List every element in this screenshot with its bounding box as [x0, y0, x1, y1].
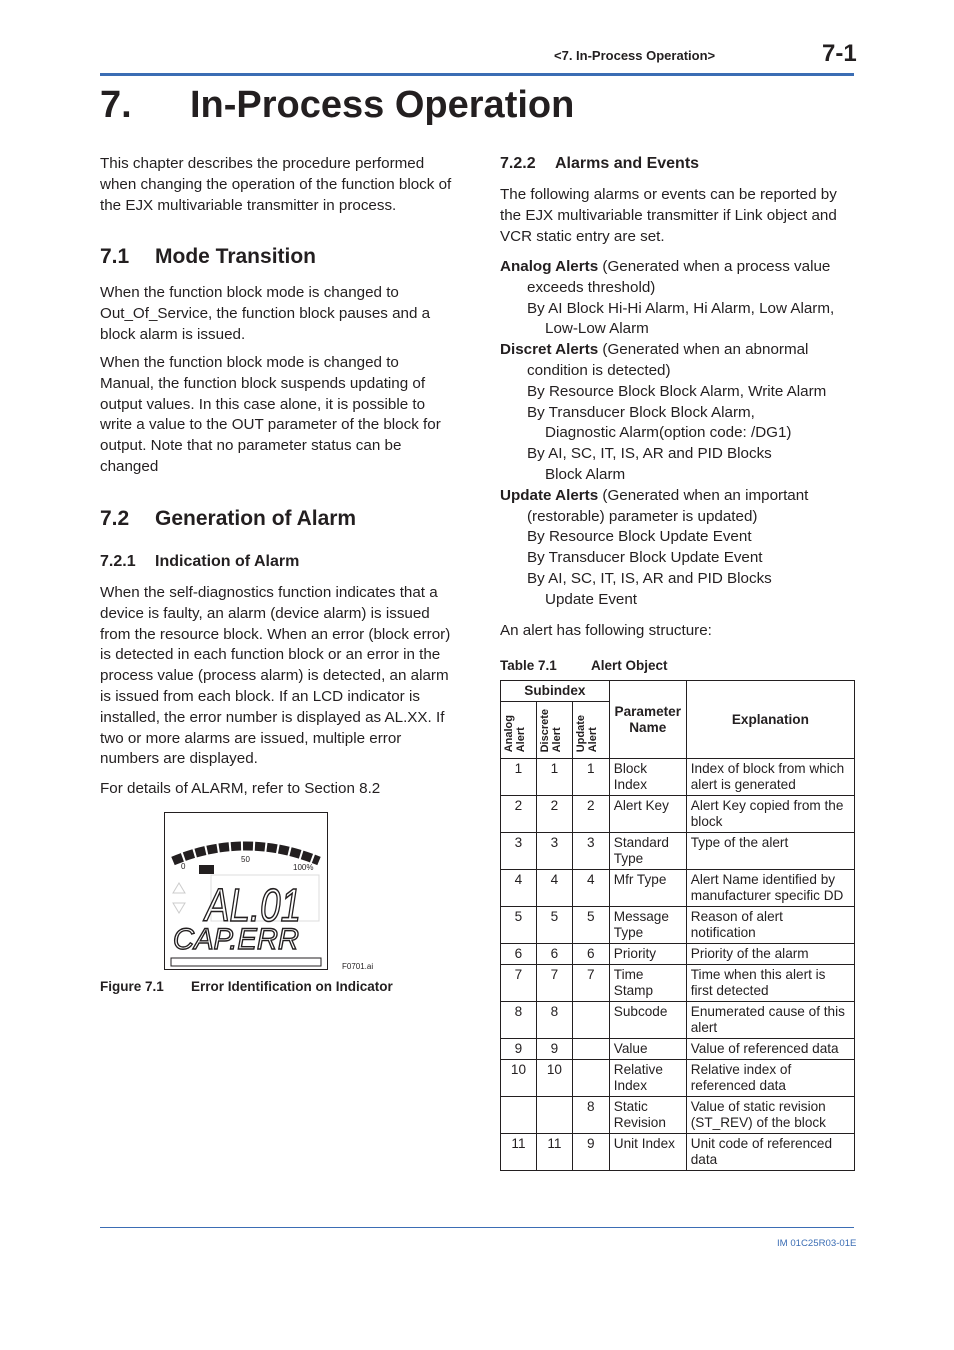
- cell-discrete: 10: [536, 1060, 572, 1097]
- discret-alerts-desc-cont: condition is detected): [527, 361, 671, 379]
- figure-file-id: F0701.ai: [342, 962, 374, 971]
- cell-discrete: 11: [536, 1134, 572, 1171]
- discret-function-blocks-cont: Block Alarm: [545, 465, 626, 483]
- heading-text: Generation of Alarm: [155, 507, 357, 530]
- cell-parameter: Relative Index: [609, 1060, 686, 1097]
- cell-explanation: Priority of the alarm: [686, 944, 854, 965]
- table-row: [501, 965, 855, 1002]
- cell-update: 8: [572, 1097, 609, 1134]
- cell-analog: 9: [501, 1039, 537, 1060]
- cell-update: 2: [572, 796, 609, 833]
- alarms-events-paragraph: The following alarms or events can be reported by the EJX multivariable transmitter if Link object and VCR static entry are set.: [500, 186, 837, 245]
- cell-update: 9: [572, 1134, 609, 1171]
- cell-explanation: Relative index of referenced data: [686, 1060, 854, 1097]
- cell-analog: 1: [501, 759, 537, 796]
- cell-parameter: Value: [609, 1039, 686, 1060]
- cell-explanation: Type of the alert: [686, 833, 854, 870]
- heading-number: 7.2.1: [100, 553, 136, 570]
- cell-discrete: 6: [536, 944, 572, 965]
- figure-title: Error Identification on Indicator: [191, 979, 393, 994]
- document-id: IM 01C25R03-01E: [777, 1238, 857, 1249]
- discret-alerts-desc: (Generated when an abnormal: [598, 341, 809, 359]
- chapter-title: [100, 84, 574, 127]
- heading-7-2: [100, 509, 454, 530]
- header-analog-alert-text: Analog Alert: [503, 714, 527, 752]
- discret-transducer-block: By Transducer Block Block Alarm,: [527, 403, 755, 421]
- heading-text: Mode Transition: [155, 245, 317, 268]
- cell-analog: 7: [501, 965, 537, 1002]
- cell-parameter: Alert Key: [609, 796, 686, 833]
- cell-explanation: Alert Name identified by manufacturer specific DD: [686, 870, 854, 907]
- cell-parameter: Unit Index: [609, 1134, 686, 1171]
- header-update-alert: [572, 702, 609, 759]
- table-row: [501, 907, 855, 944]
- update-alerts-desc-cont: (restorable) parameter is updated): [527, 507, 758, 525]
- scale-0-label: 0: [181, 862, 186, 871]
- cell-discrete: 1: [536, 759, 572, 796]
- cell-parameter: Message Type: [609, 907, 686, 944]
- table-row: [501, 796, 855, 833]
- indication-paragraph-1: When the self-diagnostics function indicates that a device is faulty, an alarm (device alarm) is issued from the resource block. When an error (block error) is detected in each function block or an error in the process value (process alarm) is detected, an alarm is issued from each block. If an LCD indicator is installed, the error number is displayed as AL.XX. If two or more alarms are issued, multiple error numbers are displayed.: [100, 584, 451, 768]
- header-parameter-name: Parameter Name: [609, 681, 686, 759]
- cell-explanation: Value of referenced data: [686, 1039, 854, 1060]
- cell-update: 3: [572, 833, 609, 870]
- indication-paragraph-2: For details of ALARM, refer to Section 8.2: [100, 780, 381, 797]
- table-number: Table 7.1: [500, 658, 557, 673]
- lcd-display-drawing: [165, 813, 327, 969]
- cell-parameter: Time Stamp: [609, 965, 686, 1002]
- scale-50-label: 50: [241, 855, 250, 864]
- analog-alerts-line: [500, 257, 854, 278]
- table-row: [501, 833, 855, 870]
- cell-update: 4: [572, 870, 609, 907]
- heading-7-1: [100, 247, 454, 268]
- cell-analog: 2: [501, 796, 537, 833]
- header-update-alert-text: Update Alert: [574, 714, 599, 752]
- cell-update: 5: [572, 907, 609, 944]
- figure-number: Figure 7.1: [100, 979, 164, 994]
- mode-transition-paragraph-2: When the function block mode is changed to Manual, the function block suspends updating of output values. In this case alone, it is possible to write a value to the OUT parameter of the block for output. Note that no parameter status can be changed: [100, 354, 441, 475]
- header-subindex: Subindex: [501, 681, 610, 702]
- update-alerts-label: Update Alerts: [500, 486, 599, 504]
- scale-100-label: 100%: [293, 863, 314, 872]
- mode-transition-paragraph-1: When the function block mode is changed to Out_Of_Service, the function block pauses and a block alarm is issued.: [100, 284, 431, 343]
- table-row: [501, 944, 855, 965]
- discret-alerts-line: [500, 340, 854, 361]
- cell-explanation: Time when this alert is first detected: [686, 965, 854, 1002]
- table-row: [501, 1097, 855, 1134]
- figure-caption: [100, 977, 454, 998]
- cell-analog: 10: [501, 1060, 537, 1097]
- chapter-number: 7.: [100, 84, 132, 126]
- cell-analog: 4: [501, 870, 537, 907]
- header-analog-alert: [501, 702, 537, 759]
- cell-explanation: Value of static revision (ST_REV) of the block: [686, 1097, 854, 1134]
- heading-text: Indication of Alarm: [155, 553, 300, 570]
- discret-alerts-label: Discret Alerts: [500, 341, 599, 359]
- analog-ai-block-cont: Low-Low Alarm: [545, 320, 649, 338]
- table-row: [501, 1039, 855, 1060]
- table-row: [501, 1002, 855, 1039]
- table-row: [501, 759, 855, 796]
- cell-analog: [501, 1097, 537, 1134]
- update-function-blocks-cont: Update Event: [545, 590, 638, 608]
- alert-list: [500, 257, 854, 611]
- footer-rule: [100, 1227, 854, 1228]
- cell-parameter: Static Revision: [609, 1097, 686, 1134]
- lcd-sub-readout: CAP.ERR: [173, 923, 299, 956]
- cell-analog: 3: [501, 833, 537, 870]
- table-row: [501, 1060, 855, 1097]
- cell-analog: 8: [501, 1002, 537, 1039]
- cell-analog: 6: [501, 944, 537, 965]
- heading-text: Alarms and Events: [555, 155, 700, 172]
- table-caption: [500, 656, 854, 677]
- chapter-title-text: In-Process Operation: [190, 84, 575, 126]
- cell-explanation: Reason of alert notification: [686, 907, 854, 944]
- cell-discrete: 8: [536, 1002, 572, 1039]
- cell-update: [572, 1060, 609, 1097]
- cell-explanation: Unit code of referenced data: [686, 1134, 854, 1171]
- cell-analog: 5: [501, 907, 537, 944]
- update-alerts-desc: (Generated when an important: [598, 486, 809, 504]
- lcd-indicator-figure: [164, 812, 328, 970]
- heading-number: 7.1: [100, 245, 130, 268]
- header-rule: [100, 73, 854, 76]
- update-alerts-line: [500, 486, 854, 507]
- table-row: [501, 1134, 855, 1171]
- cell-update: 6: [572, 944, 609, 965]
- analog-alerts-label: Analog Alerts: [500, 258, 599, 275]
- cell-discrete: 7: [536, 965, 572, 1002]
- update-resource-block: By Resource Block Update Event: [527, 528, 752, 546]
- cell-explanation: Alert Key copied from the block: [686, 796, 854, 833]
- heading-number: 7.2: [100, 507, 130, 530]
- cell-discrete: 2: [536, 796, 572, 833]
- cell-discrete: 9: [536, 1039, 572, 1060]
- update-function-blocks: By AI, SC, IT, IS, AR and PID Blocks: [527, 569, 772, 587]
- cell-discrete: [536, 1097, 572, 1134]
- heading-number: 7.2.2: [500, 155, 536, 172]
- header-discrete-alert-text: Discrete Alert: [538, 708, 563, 752]
- cell-update: 1: [572, 759, 609, 796]
- cell-discrete: 4: [536, 870, 572, 907]
- update-transducer-block: By Transducer Block Update Event: [527, 549, 763, 567]
- page-number: 7-1: [822, 40, 857, 67]
- cell-parameter: Subcode: [609, 1002, 686, 1039]
- intro-paragraph: This chapter describes the procedure performed when changing the operation of the function block of the EJX multivariable transmitter in process.: [100, 155, 452, 214]
- cell-update: 7: [572, 965, 609, 1002]
- alert-structure-paragraph: An alert has following structure:: [500, 622, 712, 639]
- cell-update: [572, 1039, 609, 1060]
- cell-discrete: 3: [536, 833, 572, 870]
- discret-resource-block: By Resource Block Block Alarm, Write Alarm: [527, 382, 827, 400]
- cell-parameter: Mfr Type: [609, 870, 686, 907]
- analog-alerts-desc: (Generated when a process value: [598, 258, 831, 275]
- discret-function-blocks: By AI, SC, IT, IS, AR and PID Blocks: [527, 445, 772, 463]
- analog-alerts-desc-cont: exceeds threshold): [527, 278, 656, 296]
- discret-transducer-block-cont: Diagnostic Alarm(option code: /DG1): [545, 424, 792, 442]
- cell-explanation: Enumerated cause of this alert: [686, 1002, 854, 1039]
- cell-explanation: Index of block from which alert is generated: [686, 759, 854, 796]
- cell-parameter: Block Index: [609, 759, 686, 796]
- analog-ai-block: By AI Block Hi-Hi Alarm, Hi Alarm, Low Alarm,: [527, 299, 835, 317]
- heading-7-2-2: [500, 154, 854, 175]
- alert-object-table: [500, 680, 855, 1171]
- cell-update: [572, 1002, 609, 1039]
- cell-analog: 11: [501, 1134, 537, 1171]
- running-header: <7. In-Process Operation>: [554, 48, 716, 63]
- cell-parameter: Priority: [609, 944, 686, 965]
- cell-discrete: 5: [536, 907, 572, 944]
- lcd-main-readout: AL.01: [202, 879, 301, 931]
- cell-parameter: Standard Type: [609, 833, 686, 870]
- table-row: [501, 870, 855, 907]
- header-explanation: Explanation: [686, 681, 854, 759]
- header-discrete-alert: [536, 702, 572, 759]
- table-title: Alert Object: [591, 658, 668, 673]
- heading-7-2-1: [100, 552, 454, 573]
